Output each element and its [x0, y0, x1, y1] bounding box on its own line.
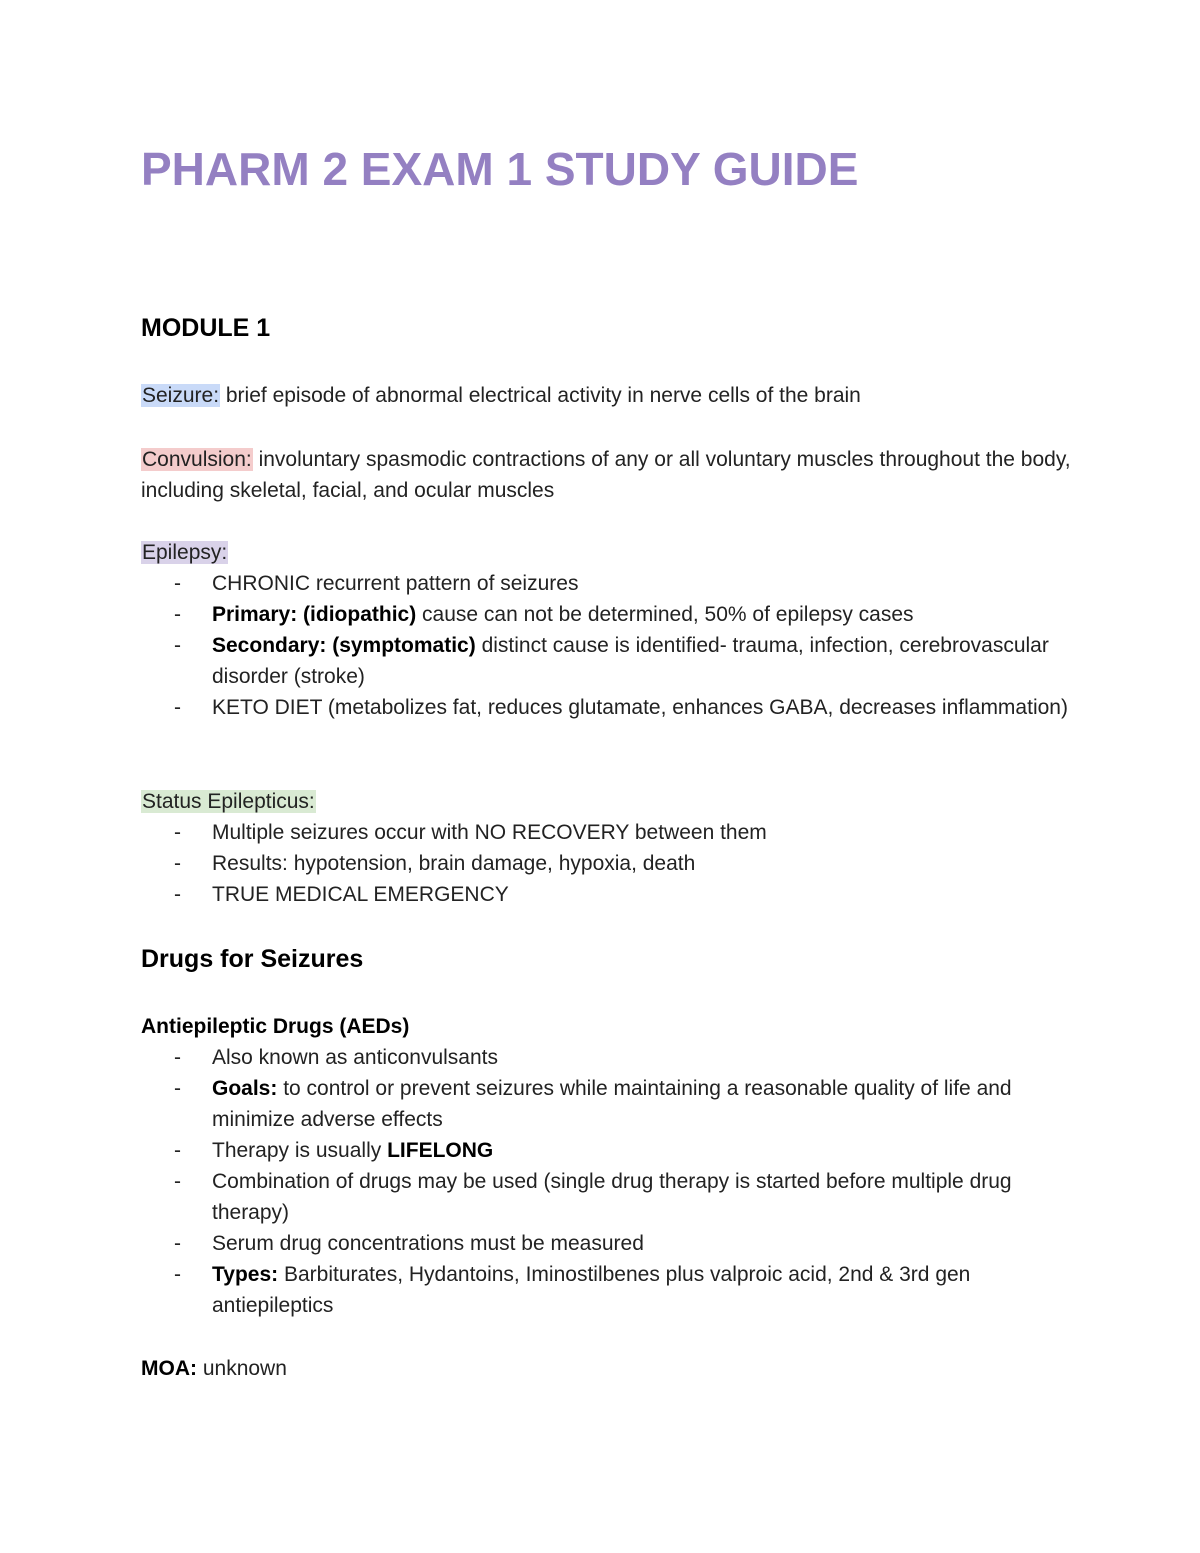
list-item: - Multiple seizures occur with NO RECOVERY between them [141, 817, 1071, 848]
epilepsy-heading [141, 537, 1071, 568]
list-item: - Primary: (idiopathic) cause can not be determined, 50% of epilepsy cases [141, 599, 1071, 630]
dash-bullet: - [174, 1170, 181, 1193]
convulsion-term: Convulsion: [142, 448, 252, 471]
moa-line [141, 1353, 1071, 1384]
dash-bullet: - [174, 696, 181, 719]
epilepsy-list [141, 568, 1071, 723]
list-item: - Also known as anticonvulsants [141, 1042, 1071, 1073]
list-item: - Combination of drugs may be used (single drug therapy is started before multiple drug therapy) [141, 1166, 1071, 1228]
dash-bullet: - [174, 821, 181, 844]
epilepsy-term: Epilepsy: [142, 541, 228, 564]
dash-bullet: - [174, 1232, 181, 1255]
document-title: PHARM 2 EXAM 1 STUDY GUIDE [141, 143, 859, 195]
seizure-text: brief episode of abnormal electrical activity in nerve cells of the brain [220, 384, 861, 407]
list-item: - Secondary: (symptomatic) distinct cause is identified- trauma, infection, cerebrovascular disorder (stroke) [141, 630, 1071, 692]
dash-bullet: - [174, 572, 181, 595]
dash-bullet: - [174, 1077, 181, 1100]
status-list [141, 817, 1071, 910]
aeds-heading: Antiepileptic Drugs (AEDs) [141, 1015, 410, 1038]
list-item: - TRUE MEDICAL EMERGENCY [141, 879, 1071, 910]
aeds-list [141, 1042, 1071, 1321]
convulsion-text: involuntary spasmodic contractions of any or all voluntary muscles throughout the body, including skeletal, facial, and ocular muscles [141, 448, 1071, 502]
dash-bullet: - [174, 1263, 181, 1286]
dash-bullet: - [174, 852, 181, 875]
convulsion-definition [141, 444, 1071, 506]
list-item: - Types: Barbiturates, Hydantoins, Iminostilbenes plus valproic acid, 2nd & 3rd gen antiepileptics [141, 1259, 1071, 1321]
moa-value: unknown [197, 1357, 287, 1380]
dash-bullet: - [174, 603, 181, 626]
list-item: - CHRONIC recurrent pattern of seizures [141, 568, 1071, 599]
dash-bullet: - [174, 1046, 181, 1069]
status-heading [141, 786, 1071, 817]
dash-bullet: - [174, 634, 181, 657]
list-item: - KETO DIET (metabolizes fat, reduces glutamate, enhances GABA, decreases inflammation) [141, 692, 1071, 723]
list-item: - Goals: to control or prevent seizures while maintaining a reasonable quality of life and minimize adverse effects [141, 1073, 1071, 1135]
seizure-term: Seizure: [142, 384, 220, 407]
drugs-heading: Drugs for Seizures [141, 945, 364, 973]
dash-bullet: - [174, 883, 181, 906]
status-term: Status Epilepticus: [142, 790, 315, 813]
list-item: - Therapy is usually LIFELONG [141, 1135, 1071, 1166]
seizure-definition [141, 380, 1071, 411]
moa-label: MOA: [141, 1357, 197, 1380]
list-item: - Serum drug concentrations must be measured [141, 1228, 1071, 1259]
list-item: - Results: hypotension, brain damage, hypoxia, death [141, 848, 1071, 879]
module-heading: MODULE 1 [141, 314, 271, 342]
dash-bullet: - [174, 1139, 181, 1162]
